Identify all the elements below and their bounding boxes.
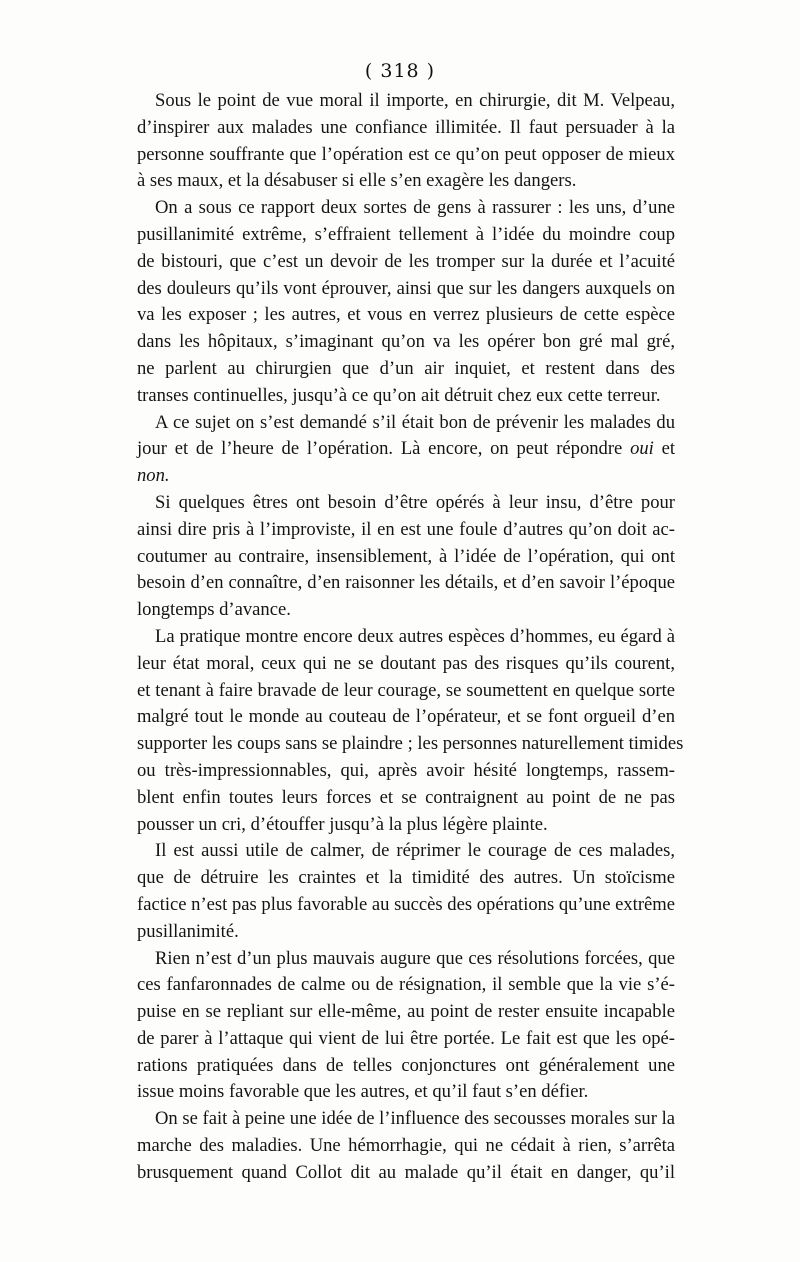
text-line: Rien n’est d’un plus mauvais augure que ces résolutions forcées, que <box>155 947 675 969</box>
paragraph <box>137 1106 675 1186</box>
text-fragment: et <box>653 438 675 460</box>
paragraph <box>137 624 684 838</box>
italic-word: oui <box>630 438 654 460</box>
text-line: leur état moral, ceux qui ne se doutant pas des risques qu’ils courent, <box>137 652 675 674</box>
text-line: d’inspirer aux malades une confiance illimitée. Il faut persuader à la <box>137 116 675 138</box>
text-line: On se fait à peine une idée de l’influence des secousses morales sur la <box>155 1108 675 1130</box>
text-line: brusquement quand Collot dit au malade qu’il était en danger, qu’il <box>137 1161 675 1183</box>
text-fragment: jour et de l’heure de l’opération. Là encore, on peut répondre <box>137 438 623 460</box>
text-line: supporter les coups sans se plaindre ; les personnes naturellement timides <box>137 733 684 755</box>
text-line: de bistouri, que c’est un devoir de les tromper sur la durée et l’acuité <box>137 250 675 272</box>
text-line: et tenant à faire bravade de leur courage, se soumettent en quelque sorte <box>137 679 675 701</box>
text-line: ou très-impressionnables, qui, après avoir hésité longtemps, rassem- <box>137 759 675 781</box>
text-line: ainsi dire pris à l’improviste, il en est une foule d’autres qu’on doit ac- <box>137 518 675 540</box>
text-line: On a sous ce rapport deux sortes de gens à rassurer : les uns, d’une <box>155 197 675 219</box>
paragraph <box>137 946 675 1107</box>
italic-word: non. <box>137 465 170 487</box>
paragraph <box>137 490 675 624</box>
text-line: transes continuelles, jusqu’à ce qu’on ait détruit chez eux cette terreur. <box>137 384 661 406</box>
text-line: Sous le point de vue moral il importe, en chirurgie, dit M. Velpeau, <box>155 90 675 111</box>
text-line: La pratique montre encore deux autres espèces d’hommes, eu égard à <box>155 625 675 647</box>
text-line: dans les hôpitaux, s’imaginant qu’on va les opérer bon gré mal gré, <box>137 331 675 353</box>
text-line: de parer à l’attaque qui vient de lui être portée. Le fait est que les opé- <box>137 1027 675 1049</box>
text-line: A ce sujet on s’est demandé s’il était bon de prévenir les malades du <box>155 411 675 433</box>
text-line: ces fanfaronnades de calme ou de résignation, il semble que la vie s’é- <box>137 974 675 996</box>
paragraph <box>137 195 675 409</box>
text-line: Il est aussi utile de calmer, de réprimer le courage de ces malades, <box>155 840 675 862</box>
text-line: que de détruire les craintes et la timidité des autres. Un stoïcisme <box>137 867 675 889</box>
text-line: longtemps d’avance. <box>137 599 291 621</box>
text-line: issue moins favorable que les autres, et qu’il faut s’en défier. <box>137 1081 589 1103</box>
text-line: rations pratiquées dans de telles conjonctures ont généralement une <box>137 1054 675 1076</box>
text-line: des douleurs qu’ils vont éprouver, ainsi que sur les dangers auxquels on <box>137 277 675 299</box>
text-line: factice n’est pas plus favorable au succès des opérations qu’une extrême <box>137 893 675 915</box>
text-line: pousser un cri, d’étouffer jusqu’à la plus légère plainte. <box>137 813 548 835</box>
body-text <box>137 88 684 1187</box>
text-line: pusillanimité. <box>137 920 239 942</box>
text-line: coutumer au contraire, insensiblement, à l’idée de l’opération, qui ont <box>137 545 675 567</box>
text-line: blent enfin toutes leurs forces et se contraignent au point de ne pas <box>137 786 675 808</box>
text-line: ne parlent au chirurgien que d’un air inquiet, et restent dans des <box>137 357 675 379</box>
page-number: ( 318 ) <box>364 60 436 82</box>
text-line: besoin d’en connaître, d’en raisonner les détails, et d’en savoir l’époque <box>137 572 675 594</box>
text-line: Si quelques êtres ont besoin d’être opérés à leur insu, d’être pour <box>155 491 675 513</box>
paragraph <box>137 88 675 195</box>
paragraph <box>137 838 675 945</box>
text-line: malgré tout le monde au couteau de l’opérateur, et se font orgueil d’en <box>137 706 675 728</box>
text-line: pusillanimité extrême, s’effraient tellement à l’idée du moindre coup <box>137 223 675 245</box>
text-line <box>137 436 675 463</box>
text-line <box>137 463 675 490</box>
text-line: à ses maux, et la désabuser si elle s’en exagère les dangers. <box>137 170 577 192</box>
text-line: marche des maladies. Une hémorrhagie, qui ne cédait à rien, s’arrêta <box>137 1135 675 1157</box>
text-line: puise en se repliant sur elle-même, au point de rester ensuite incapable <box>137 1001 675 1023</box>
text-line: personne souffrante que l’opération est ce qu’on peut opposer de mieux <box>137 143 675 165</box>
paragraph <box>137 410 675 490</box>
text-line: va les exposer ; les autres, et vous en verrez plusieurs de cette espèce <box>137 304 675 326</box>
